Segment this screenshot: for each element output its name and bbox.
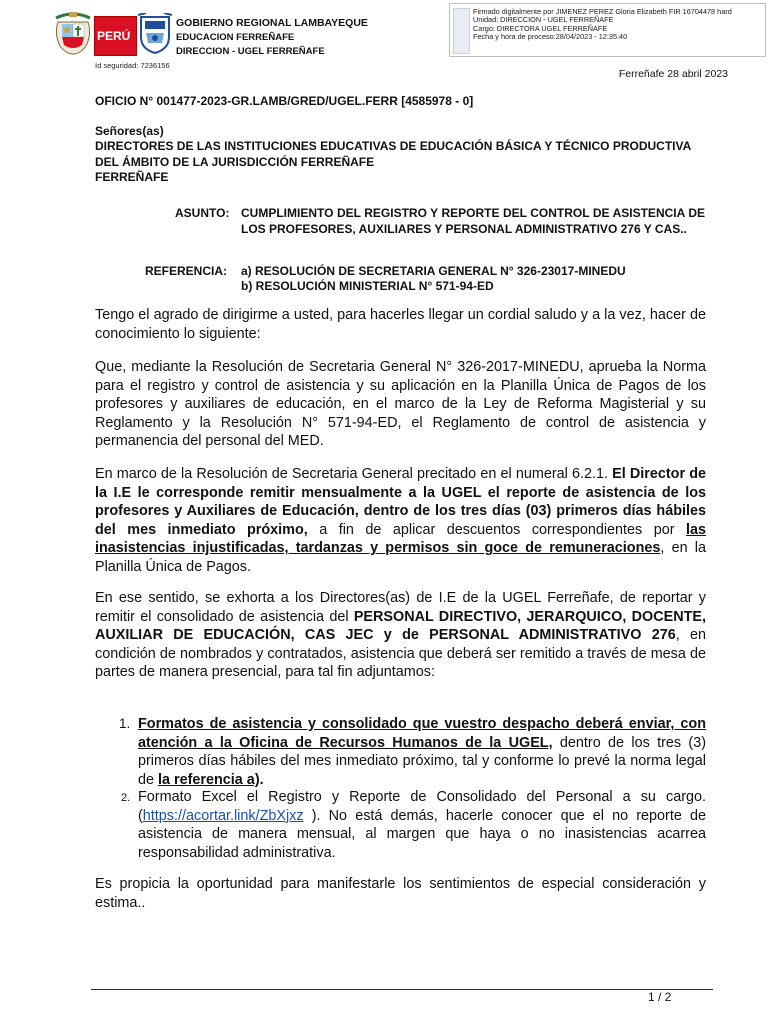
signature-text bbox=[473, 8, 763, 42]
p4-text-2: , en condición de nombrados y contratados, asistencia que deberá ser remitido a través de mesa de partes de manera presencial, para tal fin adjuntamos: bbox=[95, 627, 706, 681]
recipients-city: FERREÑAFE bbox=[95, 170, 169, 184]
recipients-text: DIRECTORES DE LAS INSTITUCIONES EDUCATIVAS DE EDUCACIÓN BÁSICA Y TÉCNICO PRODUCTIVA DEL ÁMBITO DE LA JURISDICCIÓN FERREÑAFE bbox=[95, 139, 691, 169]
signature-signed-by: Firmado digitalmente por JIMENEZ PEREZ Gloria Elizabeth FIR 16704478 hard bbox=[473, 7, 732, 16]
institution-header bbox=[176, 16, 368, 60]
asunto-text: CUMPLIMIENTO DEL REGISTRO Y REPORTE DEL CONTROL DE ASISTENCIA DE LOS PROFESORES, AUXILIARES Y PERSONAL ADMINISTRATIVO 276 Y CAS.. bbox=[241, 206, 705, 236]
p3-text-1: En marco de la Resolución de Secretaria General precitado en el numeral 6.2.1. bbox=[95, 466, 613, 482]
peru-brand-box bbox=[94, 16, 137, 56]
list-item-number: 1. bbox=[119, 716, 131, 731]
list-1-text-1: dentro de los tres (3) primeros días hábiles del mes inmediato próximo, tal y conforme lo prevé la norma legal de bbox=[138, 734, 706, 788]
p4-bold-1: PERSONAL DIRECTIVO, JERARQUICO, DOCENTE, AUXILIAR DE EDUCACIÓN, CAS JEC y de PERSONAL ADMINISTRATIVO 276 bbox=[95, 608, 706, 644]
referencia-b: b) RESOLUCIÓN MINISTERIAL N° 571-94-ED bbox=[241, 279, 494, 293]
header-line-government: GOBIERNO REGIONAL LAMBAYEQUE bbox=[176, 17, 368, 29]
digital-signature-box bbox=[449, 3, 766, 57]
page-number: 1 / 2 bbox=[648, 990, 672, 1004]
salutation: Señores(as) bbox=[95, 124, 164, 138]
p3-text-2: a fin de aplicar descuentos correspondientes por bbox=[307, 521, 686, 538]
document-date: Ferreñafe 28 abril 2023 bbox=[618, 68, 728, 80]
oficio-number: OFICIO N° 001477-2023-GR.LAMB/GRED/UGEL.FERR [4585978 - 0] bbox=[95, 94, 474, 108]
list-2-text-2: ). No está demás, hacerle conocer que el no reporte de asistencia de manera mensual, al margen que haya o no inasistencias acarrea responsabilidad administrativa. bbox=[138, 807, 706, 861]
list-item-number: 2. bbox=[121, 792, 131, 804]
referencia-label: REFERENCIA: bbox=[145, 264, 228, 278]
referencia-a: a) RESOLUCIÓN DE SECRETARIA GENERAL N° 326-23017-MINEDU bbox=[241, 264, 626, 278]
security-id: Id seguridad: 7236156 bbox=[95, 61, 170, 70]
paragraph-greeting: Tengo el agrado de dirigirme a usted, para hacerles llegar un cordial saludo y a la vez, hacer de conocimiento lo siguiente: bbox=[95, 307, 706, 342]
signature-unit: Unidad: DIRECCION - UGEL FERREÑAFE bbox=[473, 15, 614, 25]
footer-divider bbox=[91, 989, 713, 990]
paragraph-exhortation bbox=[95, 589, 706, 682]
list-1-bold-underline-2: la referencia a) bbox=[158, 771, 260, 788]
list-1-bold-underline-1: Formatos de asistencia y consolidado que vuestro despacho deberá enviar, con atención a la Oficina de Recursos Humanos de la UGEL, bbox=[138, 716, 706, 751]
paragraph-resolution: Que, mediante la Resolución de Secretaria General N° 326-2017-MINEDU, aprueba la Norma para el registro y control de asistencia y su aplicación en la Planilla Única de Pagos de los profesores y auxiliares de educación, en el marco de la Ley de Reforma Magisterial y su Reglamento y la Resolución N° 571-94-ED, el Reglamento de control de asistencia y permanencia del personal del MED. bbox=[95, 359, 706, 450]
list-item bbox=[138, 788, 706, 862]
list-2-text-1: Formato Excel el Registro y Reporte de Consolidado del Personal a su cargo. ( bbox=[138, 789, 706, 824]
recipients bbox=[95, 139, 715, 186]
list-1-text-2: . bbox=[259, 771, 264, 788]
header-line-direction: DIRECCION - UGEL FERREÑAFE bbox=[176, 46, 325, 57]
p3-text-3: , en la Planilla Única de Pagos. bbox=[95, 540, 706, 575]
header-line-education: EDUCACION FERREÑAFE bbox=[176, 31, 295, 43]
paragraph-obligation bbox=[95, 465, 706, 577]
excel-format-link[interactable]: https://acortar.link/ZbXjxz bbox=[142, 807, 304, 824]
paragraph-closing: Es propicia la oportunidad para manifestarle los sentimientos de especial consideración y estima.. bbox=[95, 876, 706, 911]
p3-bold-1: El Director de la I.E le corresponde remitir mensualmente a la UGEL el reporte de asistencia de los profesores y Auxiliares de Educación, dentro de los tres días (03) primeros días hábiles del mes inmediato próximo, bbox=[95, 466, 706, 538]
signature-position: Cargo: DIRECTORA UGEL FERREÑAFE bbox=[473, 23, 608, 33]
p3-bold-underline-1: las inasistencias injustificadas, tardanzas y permisos sin goce de remuneraciones bbox=[95, 521, 706, 557]
asunto-label: ASUNTO: bbox=[175, 206, 230, 220]
list-item bbox=[138, 715, 706, 789]
peru-brand-text: PERÚ bbox=[97, 29, 131, 43]
p4-text-1: En ese sentido, se exhorta a los Directores(as) de I.E de la UGEL Ferreñafe, de reportar y remitir el consolidado de asistencia del bbox=[95, 590, 706, 625]
signature-datetime: Fecha y hora de proceso:28/04/2023 - 12:35:40 bbox=[473, 32, 628, 42]
peru-coat-of-arms-logo bbox=[52, 12, 94, 56]
lambayeque-crest-logo bbox=[138, 13, 172, 55]
qr-code-icon bbox=[453, 8, 470, 54]
